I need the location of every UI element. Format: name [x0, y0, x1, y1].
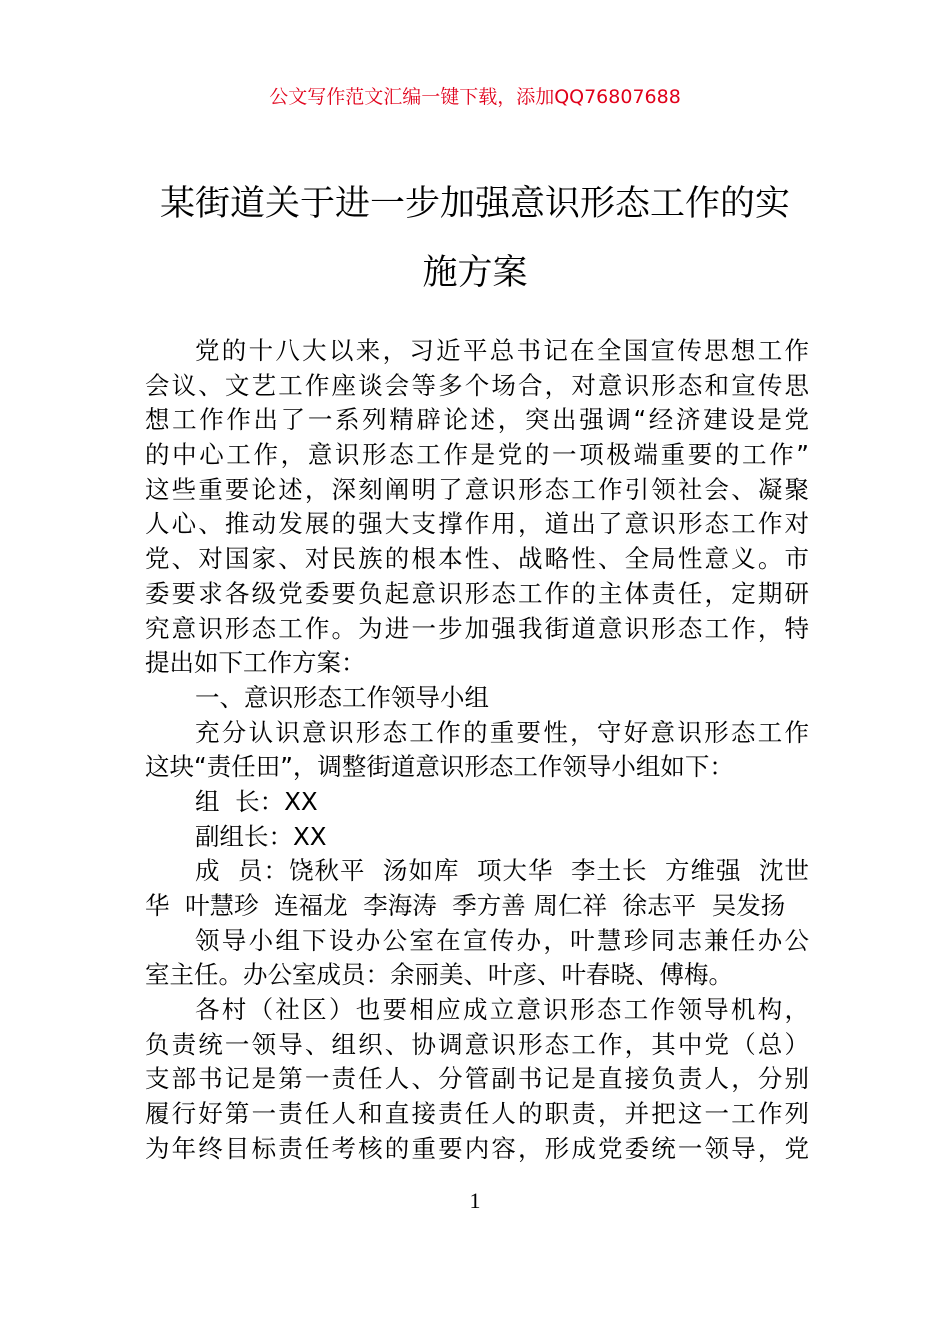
- paragraph-line: 这些重要论述，深刻阐明了意识形态工作引领社会、凝聚: [145, 474, 809, 504]
- paragraph-line: 华 叶慧珍 连福龙 李海涛 季方善 周仁祥 徐志平 吴发扬: [145, 891, 786, 920]
- paragraph-line: 履行好第一责任人和直接责任人的职责，并把这一工作列: [145, 1099, 809, 1129]
- paragraph-line: 领导小组下设办公室在宣传办，叶慧珍同志兼任办公: [195, 925, 809, 955]
- paragraph-line: 为年终目标责任考核的重要内容，形成党委统一领导，党: [145, 1133, 809, 1163]
- document-body: [145, 334, 809, 1167]
- paragraph-line: 的中心工作，意识形态工作是党的一项极端重要的工作”: [145, 440, 809, 470]
- title-line: 某街道关于进一步加强意识形态工作的实: [159, 184, 790, 224]
- paragraph-line: 副组长：XX: [195, 821, 327, 851]
- paragraph-line: 党、对国家、对民族的根本性、战略性、全局性意义。市: [145, 544, 809, 574]
- paragraph-line: 人心、推动发展的强大支撑作用，道出了意识形态工作对: [145, 509, 809, 539]
- paragraph-line: 党的十八大以来，习近平总书记在全国宣传思想工作: [195, 336, 809, 365]
- paragraph: [145, 854, 809, 923]
- paragraph-line: 究意识形态工作。为进一步加强我街道意识形态工作，特: [145, 613, 809, 643]
- paragraph-line: 这块“责任田”，调整街道意识形态工作领导小组如下：: [145, 752, 734, 782]
- paragraph-line: 想工作作出了一系列精辟论述，突出强调“经济建设是党: [145, 405, 809, 435]
- download-banner: 公文写作范文汇编一键下载，添加QQ76807688: [269, 86, 681, 108]
- paragraph: [145, 993, 809, 1166]
- paragraph-line: 成 员：饶秋平 汤如库 项大华 李土长 方维强 沈世: [195, 856, 809, 886]
- paragraph-line: 组 长：XX: [195, 786, 318, 816]
- title-line: 施方案: [422, 253, 528, 293]
- paragraph: [145, 820, 809, 855]
- paragraph-line: 充分认识意识形态工作的重要性，守好意识形态工作: [195, 717, 809, 747]
- paragraph-line: 各村（社区）也要相应成立意识形态工作领导机构，: [195, 995, 809, 1025]
- paragraph: [145, 334, 809, 681]
- paragraph-line: 室主任。办公室成员：余丽美、叶彦、叶春晓、傅梅。: [145, 960, 733, 990]
- paragraph-line: 会议、文艺工作座谈会等多个场合，对意识形态和宣传思: [145, 370, 809, 400]
- document-title: [0, 170, 950, 308]
- paragraph-line: 一、意识形态工作领导小组: [195, 682, 489, 712]
- paragraph: [145, 716, 809, 785]
- paragraph: [145, 924, 809, 993]
- paragraph-line: 提出如下工作方案：: [145, 648, 366, 678]
- paragraph-line: 负责统一领导、组织、协调意识形态工作，其中党（总）: [145, 1029, 809, 1059]
- paragraph: [145, 785, 809, 820]
- paragraph: [145, 681, 809, 716]
- paragraph-line: 委要求各级党委要负起意识形态工作的主体责任，定期研: [145, 578, 809, 608]
- paragraph-line: 支部书记是第一责任人、分管副书记是直接负责人，分别: [145, 1064, 809, 1094]
- page-number: 1: [469, 1188, 481, 1213]
